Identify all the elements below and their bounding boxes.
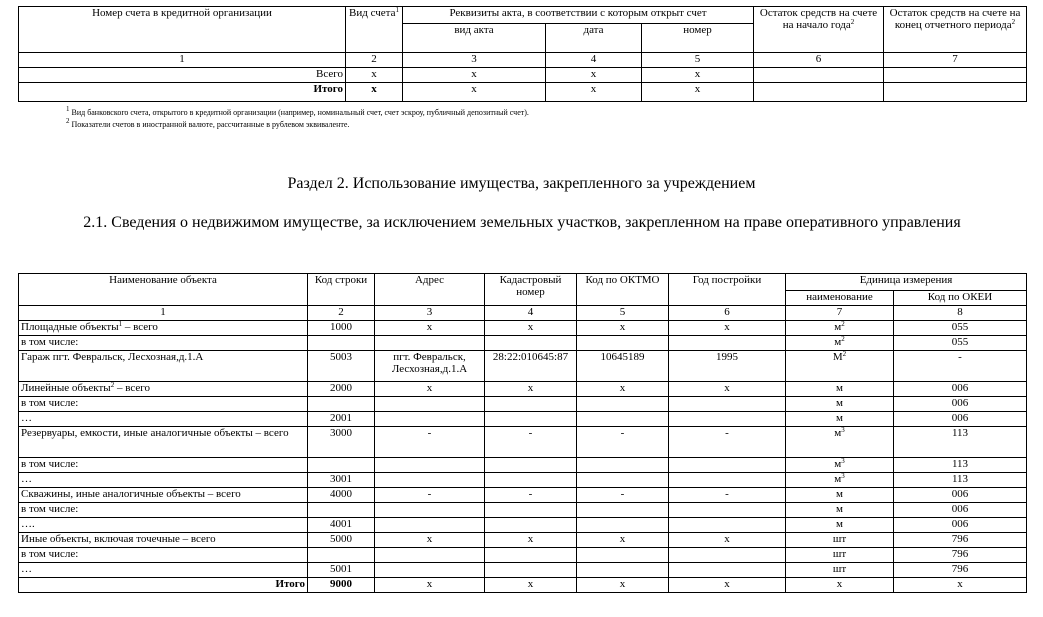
table-cell bbox=[754, 68, 884, 83]
cadastral-cell bbox=[485, 336, 577, 351]
unit-name-cell: $м^3$ bbox=[786, 473, 894, 488]
oktmo-cell bbox=[577, 563, 669, 578]
oktmo-cell: х bbox=[577, 321, 669, 336]
table-row bbox=[19, 473, 1027, 488]
footnote: $^2$ Показатели счетов в иностранной валюте, рассчитанные в рублевом эквиваленте. bbox=[66, 117, 350, 129]
oktmo-cell: 10645189 bbox=[577, 351, 669, 382]
row-code: 5000 bbox=[308, 533, 375, 548]
address-cell bbox=[375, 563, 485, 578]
column-number: 1 bbox=[19, 53, 346, 68]
oktmo-cell: х bbox=[577, 382, 669, 397]
unit-name-cell: м bbox=[786, 488, 894, 503]
column-number: 6 bbox=[754, 53, 884, 68]
cadastral-cell: х bbox=[485, 382, 577, 397]
unit-name-cell: шт bbox=[786, 533, 894, 548]
address-cell: х bbox=[375, 578, 485, 593]
column-number: 8 bbox=[894, 306, 1027, 321]
year-cell bbox=[669, 548, 786, 563]
okei-code-cell: 113 bbox=[894, 473, 1027, 488]
row-code bbox=[308, 548, 375, 563]
table-row bbox=[19, 518, 1027, 533]
table-cell: х bbox=[403, 83, 546, 102]
object-name: …. bbox=[19, 518, 308, 533]
row-code: 4001 bbox=[308, 518, 375, 533]
column-number: 2 bbox=[346, 53, 403, 68]
unit-name-cell: м bbox=[786, 412, 894, 427]
table-row bbox=[19, 83, 1027, 102]
oktmo-cell: х bbox=[577, 578, 669, 593]
header-act-requisites: Реквизиты акта, в соответствии с которым открыт счет bbox=[403, 7, 754, 24]
header-act-date: дата bbox=[546, 24, 642, 53]
header-address: Адрес bbox=[375, 274, 485, 306]
oktmo-cell bbox=[577, 473, 669, 488]
okei-code-cell: 796 bbox=[894, 533, 1027, 548]
subsection-title: 2.1. Сведения о недвижимом имуществе, за исключением земельных участков, закрепленном на праве оперативного управления bbox=[83, 214, 961, 231]
section-title: Раздел 2. Использование имущества, закрепленного за учреждением bbox=[287, 175, 756, 192]
cadastral-cell bbox=[485, 503, 577, 518]
object-name: Гараж пгт. Февральск, Лесхозная,д.1.А bbox=[19, 351, 308, 382]
okei-code-cell: 796 bbox=[894, 548, 1027, 563]
header-unit: Единица измерения bbox=[786, 274, 1027, 291]
address-cell bbox=[375, 336, 485, 351]
okei-code-cell: х bbox=[894, 578, 1027, 593]
row-code: 3000 bbox=[308, 427, 375, 458]
okei-code-cell: 006 bbox=[894, 382, 1027, 397]
year-cell bbox=[669, 458, 786, 473]
table-cell: х bbox=[642, 68, 754, 83]
okei-code-cell: 113 bbox=[894, 427, 1027, 458]
header-balance-start: Остаток средств на счете на начало года$^2$ bbox=[754, 7, 884, 53]
unit-name-cell: х bbox=[786, 578, 894, 593]
column-number: 3 bbox=[375, 306, 485, 321]
header-account-type: Вид счета$^1$ bbox=[346, 7, 403, 53]
cadastral-cell: - bbox=[485, 427, 577, 458]
row-code bbox=[308, 503, 375, 518]
header-row-code: Код строки bbox=[308, 274, 375, 306]
row-code bbox=[308, 458, 375, 473]
row-label: Итого bbox=[19, 83, 346, 102]
okei-code-cell: 006 bbox=[894, 488, 1027, 503]
row-code: 5003 bbox=[308, 351, 375, 382]
unit-name-cell: м bbox=[786, 503, 894, 518]
property-table-body bbox=[19, 321, 1027, 593]
header-act-number: номер bbox=[642, 24, 754, 53]
column-number: 3 bbox=[403, 53, 546, 68]
year-cell: 1995 bbox=[669, 351, 786, 382]
unit-name-cell: $м^2$ bbox=[786, 321, 894, 336]
object-name: … bbox=[19, 563, 308, 578]
row-code: 5001 bbox=[308, 563, 375, 578]
address-cell bbox=[375, 397, 485, 412]
object-name: в том числе: bbox=[19, 458, 308, 473]
table-row bbox=[19, 427, 1027, 458]
table-row bbox=[19, 503, 1027, 518]
year-cell: - bbox=[669, 488, 786, 503]
table-cell bbox=[884, 83, 1027, 102]
oktmo-cell bbox=[577, 458, 669, 473]
unit-name-cell: $М^2$ bbox=[786, 351, 894, 382]
year-cell bbox=[669, 503, 786, 518]
row-code: 3001 bbox=[308, 473, 375, 488]
table-cell bbox=[754, 83, 884, 102]
column-number: 4 bbox=[546, 53, 642, 68]
year-cell bbox=[669, 473, 786, 488]
table-row bbox=[19, 412, 1027, 427]
property-table bbox=[18, 273, 1027, 593]
okei-code-cell: 006 bbox=[894, 412, 1027, 427]
column-number: 5 bbox=[577, 306, 669, 321]
okei-code-cell: 113 bbox=[894, 458, 1027, 473]
object-name: Линейные объекты$^2$ – всего bbox=[19, 382, 308, 397]
address-cell bbox=[375, 503, 485, 518]
header-name: Наименование объекта bbox=[19, 274, 308, 306]
table-row bbox=[19, 488, 1027, 503]
column-number: 4 bbox=[485, 306, 577, 321]
row-label: Всего bbox=[19, 68, 346, 83]
object-name: Иные объекты, включая точечные – всего bbox=[19, 533, 308, 548]
oktmo-cell bbox=[577, 503, 669, 518]
table-cell: х bbox=[346, 83, 403, 102]
object-name: в том числе: bbox=[19, 503, 308, 518]
cadastral-cell: х bbox=[485, 533, 577, 548]
okei-code-cell: 055 bbox=[894, 321, 1027, 336]
row-code: 4000 bbox=[308, 488, 375, 503]
year-cell bbox=[669, 518, 786, 533]
okei-code-cell: 796 bbox=[894, 563, 1027, 578]
unit-name-cell: шт bbox=[786, 563, 894, 578]
table-cell: х bbox=[403, 68, 546, 83]
header-oktmo: Код по ОКТМО bbox=[577, 274, 669, 306]
header-balance-end: Остаток средств на счете на конец отчетного периода$^2$ bbox=[884, 7, 1027, 53]
year-cell: х bbox=[669, 321, 786, 336]
address-cell bbox=[375, 412, 485, 427]
table-row bbox=[19, 382, 1027, 397]
row-code: 2000 bbox=[308, 382, 375, 397]
column-number: 7 bbox=[884, 53, 1027, 68]
table-cell: х bbox=[546, 68, 642, 83]
unit-name-cell: м bbox=[786, 518, 894, 533]
column-number: 2 bbox=[308, 306, 375, 321]
header-cadastral: Кадастровый номер bbox=[485, 274, 577, 306]
oktmo-cell: х bbox=[577, 533, 669, 548]
year-cell: - bbox=[669, 427, 786, 458]
cadastral-cell bbox=[485, 563, 577, 578]
column-number: 1 bbox=[19, 306, 308, 321]
okei-code-cell: 055 bbox=[894, 336, 1027, 351]
table-cell: х bbox=[346, 68, 403, 83]
column-number: 6 bbox=[669, 306, 786, 321]
cadastral-cell: - bbox=[485, 488, 577, 503]
unit-name-cell: $м^2$ bbox=[786, 336, 894, 351]
row-code bbox=[308, 336, 375, 351]
header-act-type: вид акта bbox=[403, 24, 546, 53]
year-cell bbox=[669, 563, 786, 578]
table-cell: х bbox=[546, 83, 642, 102]
year-cell bbox=[669, 397, 786, 412]
address-cell: - bbox=[375, 427, 485, 458]
okei-code-cell: 006 bbox=[894, 503, 1027, 518]
total-row bbox=[19, 578, 1027, 593]
cadastral-cell bbox=[485, 397, 577, 412]
address-cell: х bbox=[375, 533, 485, 548]
object-name: Резервуары, емкости, иные аналогичные объекты – всего bbox=[19, 427, 308, 458]
table-cell bbox=[884, 68, 1027, 83]
address-cell: х bbox=[375, 382, 485, 397]
cadastral-cell bbox=[485, 458, 577, 473]
oktmo-cell bbox=[577, 412, 669, 427]
address-cell bbox=[375, 518, 485, 533]
cadastral-cell: х bbox=[485, 321, 577, 336]
year-cell bbox=[669, 336, 786, 351]
table-row bbox=[19, 397, 1027, 412]
cadastral-cell bbox=[485, 412, 577, 427]
accounts-table bbox=[18, 6, 1027, 102]
table-row bbox=[19, 548, 1027, 563]
table-row bbox=[19, 458, 1027, 473]
address-cell bbox=[375, 473, 485, 488]
oktmo-cell: - bbox=[577, 488, 669, 503]
header-unit-name: наименование bbox=[786, 291, 894, 306]
oktmo-cell bbox=[577, 336, 669, 351]
table-row bbox=[19, 68, 1027, 83]
object-name: Скважины, иные аналогичные объекты – всего bbox=[19, 488, 308, 503]
year-cell: х bbox=[669, 382, 786, 397]
address-cell bbox=[375, 458, 485, 473]
header-okei-code: Код по ОКЕИ bbox=[894, 291, 1027, 306]
object-name: Итого bbox=[19, 578, 308, 593]
object-name: … bbox=[19, 473, 308, 488]
oktmo-cell bbox=[577, 548, 669, 563]
okei-code-cell: 006 bbox=[894, 397, 1027, 412]
column-number: 5 bbox=[642, 53, 754, 68]
footnote: $^1$ Вид банковского счета, открытого в кредитной организации (например, номинальный счет, счет эскроу, публичный депозитный счет). bbox=[66, 105, 529, 117]
table-row bbox=[19, 351, 1027, 382]
object-name: в том числе: bbox=[19, 397, 308, 412]
oktmo-cell: - bbox=[577, 427, 669, 458]
row-code: 2001 bbox=[308, 412, 375, 427]
header-year-built: Год постройки bbox=[669, 274, 786, 306]
cadastral-cell: х bbox=[485, 578, 577, 593]
year-cell: х bbox=[669, 578, 786, 593]
row-code: 1000 bbox=[308, 321, 375, 336]
year-cell bbox=[669, 412, 786, 427]
row-code: 9000 bbox=[308, 578, 375, 593]
cadastral-cell bbox=[485, 473, 577, 488]
address-cell bbox=[375, 548, 485, 563]
object-name: Площадные объекты$^1$ – всего bbox=[19, 321, 308, 336]
address-cell: х bbox=[375, 321, 485, 336]
unit-name-cell: шт bbox=[786, 548, 894, 563]
cadastral-cell bbox=[485, 548, 577, 563]
unit-name-cell: $м^3$ bbox=[786, 427, 894, 458]
column-number: 7 bbox=[786, 306, 894, 321]
object-name: … bbox=[19, 412, 308, 427]
object-name: в том числе: bbox=[19, 336, 308, 351]
cadastral-cell: 28:22:010645:87 bbox=[485, 351, 577, 382]
address-cell: - bbox=[375, 488, 485, 503]
unit-name-cell: м bbox=[786, 382, 894, 397]
okei-code-cell: - bbox=[894, 351, 1027, 382]
address-cell: пгт. Февральск, Лесхозная,д.1.А bbox=[375, 351, 485, 382]
table-row bbox=[19, 321, 1027, 336]
unit-name-cell: м bbox=[786, 397, 894, 412]
table-row bbox=[19, 533, 1027, 548]
year-cell: х bbox=[669, 533, 786, 548]
header-account-number: Номер счета в кредитной организации bbox=[19, 7, 346, 53]
oktmo-cell bbox=[577, 518, 669, 533]
object-name: в том числе: bbox=[19, 548, 308, 563]
okei-code-cell: 006 bbox=[894, 518, 1027, 533]
table-row bbox=[19, 563, 1027, 578]
row-code bbox=[308, 397, 375, 412]
unit-name-cell: $м^3$ bbox=[786, 458, 894, 473]
table-row bbox=[19, 336, 1027, 351]
oktmo-cell bbox=[577, 397, 669, 412]
cadastral-cell bbox=[485, 518, 577, 533]
table-cell: х bbox=[642, 83, 754, 102]
